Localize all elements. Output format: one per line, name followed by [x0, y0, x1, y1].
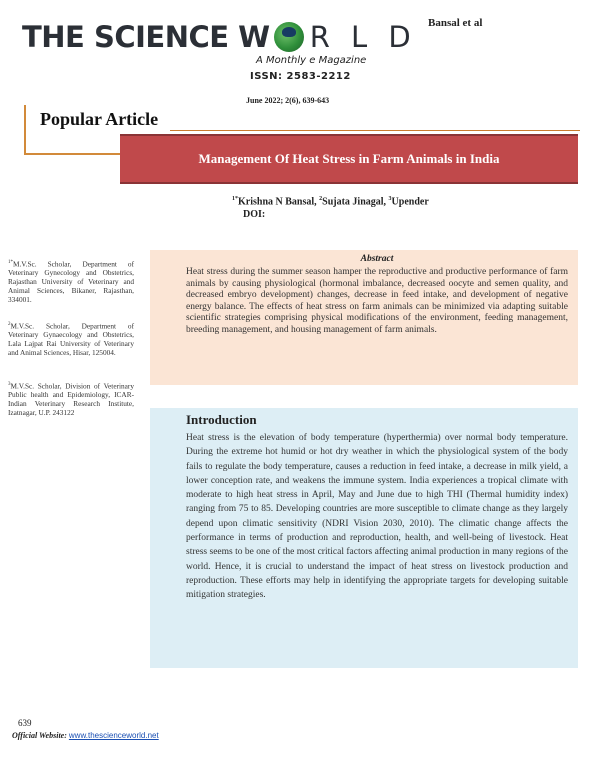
- author-list: [232, 196, 429, 207]
- affiliation-2: [8, 320, 134, 357]
- magazine-logo: [22, 20, 417, 54]
- affiliation-1: [8, 258, 134, 304]
- section-label: Popular Article: [40, 109, 159, 129]
- author-1: Krishna N Bansal,: [238, 196, 320, 208]
- abstract-box: [150, 250, 578, 385]
- introduction-box: [150, 408, 578, 668]
- issn-number: ISSN: 2583-2212: [250, 71, 351, 82]
- brand-text-right: R L D: [309, 20, 417, 54]
- affiliation-2-text: M.V.Sc. Scholar, Department of Veterinary Gynaecology and Obstetrics, Lala Lajpat Rai University of Veterinary and Animal Sciences, Hisar, 125004.: [8, 321, 134, 358]
- footer: [12, 731, 159, 740]
- author-3-mark: 3: [388, 196, 392, 202]
- doi-label: DOI:: [243, 209, 266, 220]
- abstract-heading: Abstract: [360, 254, 394, 264]
- affiliation-2-mark: 2: [8, 322, 11, 327]
- running-header-author: Bansal et al: [428, 17, 483, 29]
- affiliation-3-mark: 3: [8, 382, 11, 387]
- globe-logo-icon: [274, 22, 304, 52]
- page-number: 639: [18, 718, 32, 728]
- author-1-mark: 1*: [232, 196, 238, 202]
- article-title-banner: [120, 134, 578, 184]
- introduction-heading: Introduction: [186, 412, 257, 427]
- footer-label: Official Website:: [12, 731, 69, 740]
- affiliation-3: [8, 380, 134, 417]
- introduction-text: Heat stress is the elevation of body temperature (hyperthermia) over normal body temperature. During the extreme hot humid or hot dry weather in which the physiological system of the body fails to regulate the body temperature, causes a reduction in feed intake, a decrease in milk yield, a lower conception rate, and weakens the immune system. India experiences a tropical climate with moderate to high heat stress in April, May and June due to high THI (Thermal humidity index) ranging from 75 to 85. Developing countries are more susceptible to climate change as they largely depend upon climatic sensitivity (NDRI Vision 2030, 2010). The climatic change affects the performance in terms of production and reproduction, health, and well-being of livestock. Heat stress seems to be one of the most critical factors affecting animal production in many regions of the world. Hence, it is crucial to understand the impact of heat stress on livestock production and reproduction. These efforts may help in identifying the appropriate targets for developing suitable mitigation strategies.: [186, 433, 568, 601]
- author-3: Upender: [391, 196, 429, 208]
- author-2-mark: 2: [319, 196, 323, 202]
- brand-text-left: THE SCIENCE W: [22, 20, 270, 54]
- issue-info: June 2022; 2(6), 639-643: [246, 96, 330, 105]
- article-title: Management Of Heat Stress in Farm Animals in India: [198, 151, 500, 166]
- affiliation-1-text: M.V.Sc. Scholar, Department of Veterinary Gynecology and Obstetrics, Rajasthan University of Veterinary and Animal Sciences, Bikaner, Rajasthan, 334001.: [8, 259, 134, 305]
- author-2: Sujata Jinagal,: [322, 196, 389, 208]
- abstract-text: Heat stress during the summer season hamper the reproductive and productive performance of farm animals by causing physiological (hormonal imbalance, decreased oocyte and semen quality, and decreased embryo development) changes, decrease in feed intake, and development of negative energy balance. The effects of heat stress on farm animals can be minimized via adapting suitable scientific strategies comprising physical modifications of the environment, feeding management, breeding management, and housing management of farm animals.: [186, 267, 568, 335]
- magazine-tagline: A Monthly e Magazine: [256, 55, 367, 66]
- section-divider: [170, 130, 580, 131]
- website-link[interactable]: www.thescienceworld.net: [68, 731, 159, 740]
- affiliation-1-mark: 1*: [8, 260, 13, 265]
- affiliation-3-text: M.V.Sc. Scholar, Division of Veterinary Public health and Epidemiology, ICAR- Indian Veterinary Research Institute, Izatnagar, U.P. 243122: [8, 381, 134, 418]
